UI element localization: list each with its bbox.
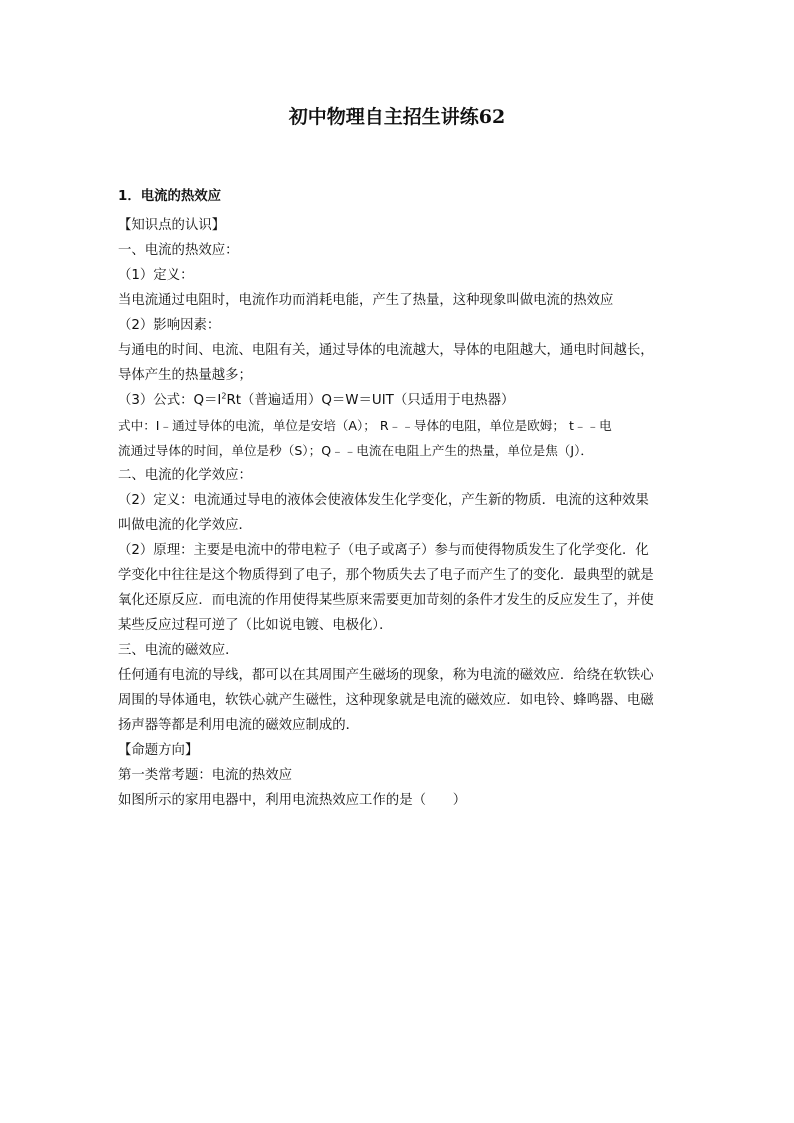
section-heading: 1．电流的热效应 [118,189,222,204]
magnetic-text-1: 任何通有电流的导线，都可以在其周围产生磁场的现象，称为电流的磁效应．给绕在软铁心 [118,668,654,683]
question-type-label: 第一类常考题：电流的热效应 [118,768,293,783]
chemical-principle-4: 某些反应过程可逆了（比如说电镀、电极化）． [118,618,393,633]
question-direction-label: 【命题方向】 [118,743,199,758]
formula-line [118,388,676,413]
chemical-effect-heading: 二、电流的化学效应： [118,468,252,483]
definition-label: （1）定义： [118,268,194,283]
page-title: 初中物理自主招生讲练62 [288,106,506,128]
magnetic-text-2: 周围的导体通电，软铁心就产生磁性，这种现象就是电流的磁效应．如电铃、蜂鸣器、电磁 [118,693,654,708]
formula-explanation-2: 流通过导体的时间，单位是秒（S）；Q﹣﹣电流在电阻上产生的热量，单位是焦（J）． [118,443,593,458]
formula-prefix: （3）公式：Q＝I [118,393,222,408]
formula-explanation-1: 式中：I﹣通过导体的电流，单位是安培（A）； R﹣﹣导体的电阻，单位是欧姆； t﹣﹣电 [118,418,612,433]
chemical-principle-3: 氧化还原反应．而电流的作用使得某些原来需要更加苛刻的条件才发生的反应发生了，并使 [118,593,654,608]
chemical-definition-1: （2）定义：电流通过导电的液体会使液体发生化学变化，产生新的物质．电流的这种效果 [118,493,649,508]
chemical-principle-1: （2）原理：主要是电流中的带电粒子（电子或离子）参与而使得物质发生了化学变化．化 [118,543,649,558]
factors-label: （2）影响因素： [118,318,221,333]
magnetic-effect-heading: 三、电流的磁效应． [118,643,239,658]
chemical-principle-2: 学变化中往往是这个物质得到了电子，那个物质失去了电子而产生了的变化．最典型的就是 [118,568,654,583]
document-body [118,184,676,813]
definition-text: 当电流通过电阻时，电流作功而消耗电能，产生了热量，这种现象叫做电流的热效应 [118,293,614,308]
factors-text-1: 与通电的时间、电流、电阻有关，通过导体的电流越大，导体的电阻越大，通电时间越长， [118,343,654,358]
factors-text-2: 导体产生的热量越多； [118,368,252,383]
chemical-definition-2: 叫做电流的化学效应． [118,518,252,533]
knowledge-label: 【知识点的认识】 [118,218,226,233]
magnetic-text-3: 扬声器等都是利用电流的磁效应制成的． [118,718,360,733]
formula-superscript: 2 [221,391,227,401]
question-text: 如图所示的家用电器中，利用电流热效应工作的是（ ） [118,793,467,808]
formula-suffix: Rt（普遍适用）Q＝W＝UIT（只适用于电热器） [226,393,515,408]
heat-effect-heading: 一、电流的热效应： [118,243,239,258]
